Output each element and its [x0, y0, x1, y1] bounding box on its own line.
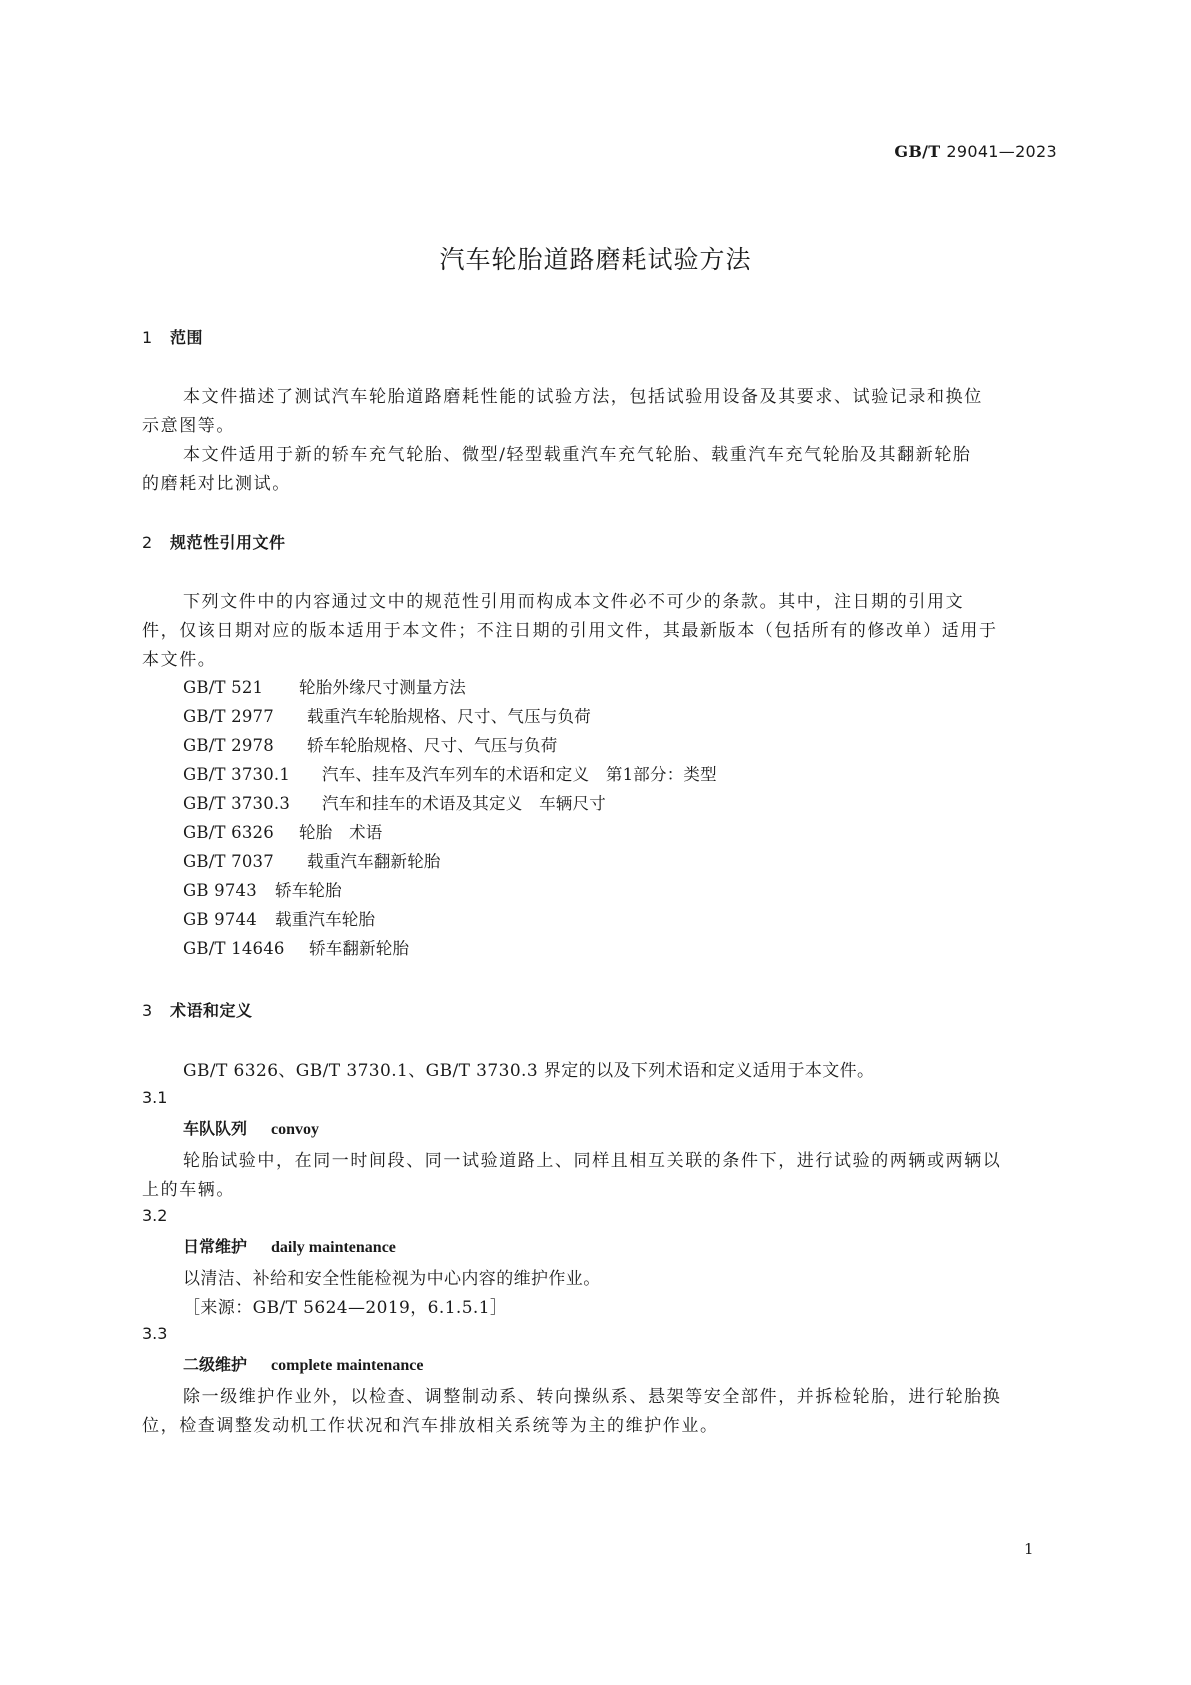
section-3-title: 术语和定义	[170, 1001, 253, 1020]
term-3-2-definition: 以清洁、补给和安全性能检视为中心内容的维护作业。	[183, 1269, 601, 1289]
s2-intro-line-1: 下列文件中的内容通过文中的规范性引用而构成本文件必不可少的条款。其中，注日期的引用文	[183, 592, 965, 612]
reference-code: GB 9744	[183, 910, 257, 929]
term-3-1-number: 3.1	[142, 1088, 168, 1107]
s2-intro-line-3: 本文件。	[142, 650, 217, 670]
reference-item	[183, 848, 441, 872]
term-3-1-definition-line-1: 轮胎试验中，在同一时间段、同一试验道路上、同样且相互关联的条件下，进行试验的两辆或两辆以	[183, 1151, 1002, 1171]
document-title: 汽车轮胎道路磨耗试验方法	[439, 245, 752, 274]
s1-paragraph-2-line-1: 本文件适用于新的轿车充气轮胎、微型/轻型载重汽车充气轮胎、载重汽车充气轮胎及其翻新轮胎	[183, 445, 972, 465]
term-3-1-definition-line-2: 上的车辆。	[142, 1180, 235, 1200]
page-number: 1	[1024, 1540, 1034, 1558]
section-3-number: 3	[142, 1001, 153, 1020]
document-code-prefix: GB/T	[894, 142, 941, 161]
reference-item	[183, 935, 409, 959]
s1-paragraph-1-line-2: 示意图等。	[142, 416, 235, 436]
term-3-3-definition-line-2: 位，检查调整发动机工作状况和汽车排放相关系统等为主的维护作业。	[142, 1416, 719, 1436]
reference-code: GB 9743	[183, 881, 257, 900]
reference-code: GB/T 3730.1	[183, 765, 291, 784]
term-3-2-zh: 日常维护	[183, 1237, 248, 1256]
reference-item	[183, 761, 717, 785]
reference-code: GB/T 7037	[183, 852, 274, 871]
reference-title: 载重汽车翻新轮胎	[307, 852, 441, 871]
reference-title: 载重汽车轮胎规格、尺寸、气压与负荷	[307, 707, 591, 726]
section-2-number: 2	[142, 533, 153, 552]
term-3-2-heading	[183, 1234, 396, 1257]
s1-paragraph-2-line-2: 的磨耗对比测试。	[142, 474, 291, 494]
reference-title: 轿车翻新轮胎	[309, 939, 410, 958]
reference-item	[183, 703, 591, 727]
term-3-1-zh: 车队队列	[183, 1119, 248, 1138]
term-3-1-heading	[183, 1116, 319, 1139]
reference-title: 轮胎 术语	[299, 823, 383, 842]
term-3-3-en: complete maintenance	[271, 1357, 424, 1374]
section-2-heading	[142, 530, 286, 553]
term-3-2-source: ［来源：GB/T 5624—2019，6.1.5.1］	[183, 1298, 508, 1318]
section-1-number: 1	[142, 328, 153, 347]
term-3-3-definition-line-1: 除一级维护作业外，以检查、调整制动系、转向操纵系、悬架等安全部件，并拆检轮胎，进行轮胎换	[183, 1387, 1002, 1407]
reference-title: 汽车和挂车的术语及其定义 车辆尺寸	[322, 794, 606, 813]
s1-paragraph-1-line-1: 本文件描述了测试汽车轮胎道路磨耗性能的试验方法，包括试验用设备及其要求、试验记录和换位	[183, 387, 983, 407]
section-1-title: 范围	[170, 328, 204, 347]
reference-title: 汽车、挂车及汽车列车的术语和定义 第1部分：类型	[322, 765, 717, 784]
term-3-3-heading	[183, 1352, 423, 1375]
term-3-2-en: daily maintenance	[271, 1239, 396, 1256]
reference-item	[183, 674, 466, 698]
s3-intro: GB/T 6326、GB/T 3730.1、GB/T 3730.3 界定的以及下列术语和定义适用于本文件。	[183, 1061, 875, 1081]
s2-intro-line-2: 件，仅该日期对应的版本适用于本文件；不注日期的引用文件，其最新版本（包括所有的修改单）适用于	[142, 621, 998, 641]
reference-title: 轿车轮胎	[275, 881, 342, 900]
reference-code: GB/T 6326	[183, 823, 274, 842]
reference-item	[183, 732, 558, 756]
term-3-2-number: 3.2	[142, 1206, 168, 1225]
document-code	[894, 142, 1057, 161]
reference-item	[183, 790, 606, 814]
reference-title: 轿车轮胎规格、尺寸、气压与负荷	[307, 736, 558, 755]
term-3-3-number: 3.3	[142, 1324, 168, 1343]
document-code-number: 29041—2023	[946, 142, 1057, 161]
reference-code: GB/T 3730.3	[183, 794, 291, 813]
reference-code: GB/T 2977	[183, 707, 274, 726]
term-3-3-zh: 二级维护	[183, 1355, 248, 1374]
reference-item	[183, 906, 375, 930]
reference-code: GB/T 2978	[183, 736, 274, 755]
term-3-1-en: convoy	[271, 1121, 320, 1138]
reference-code: GB/T 14646	[183, 939, 285, 958]
reference-code: GB/T 521	[183, 678, 264, 697]
reference-title: 轮胎外缘尺寸测量方法	[299, 678, 466, 697]
section-2-title: 规范性引用文件	[170, 533, 286, 552]
section-1-heading	[142, 325, 203, 348]
reference-title: 载重汽车轮胎	[275, 910, 376, 929]
reference-item	[183, 819, 383, 843]
section-3-heading	[142, 998, 253, 1021]
reference-item	[183, 877, 342, 901]
